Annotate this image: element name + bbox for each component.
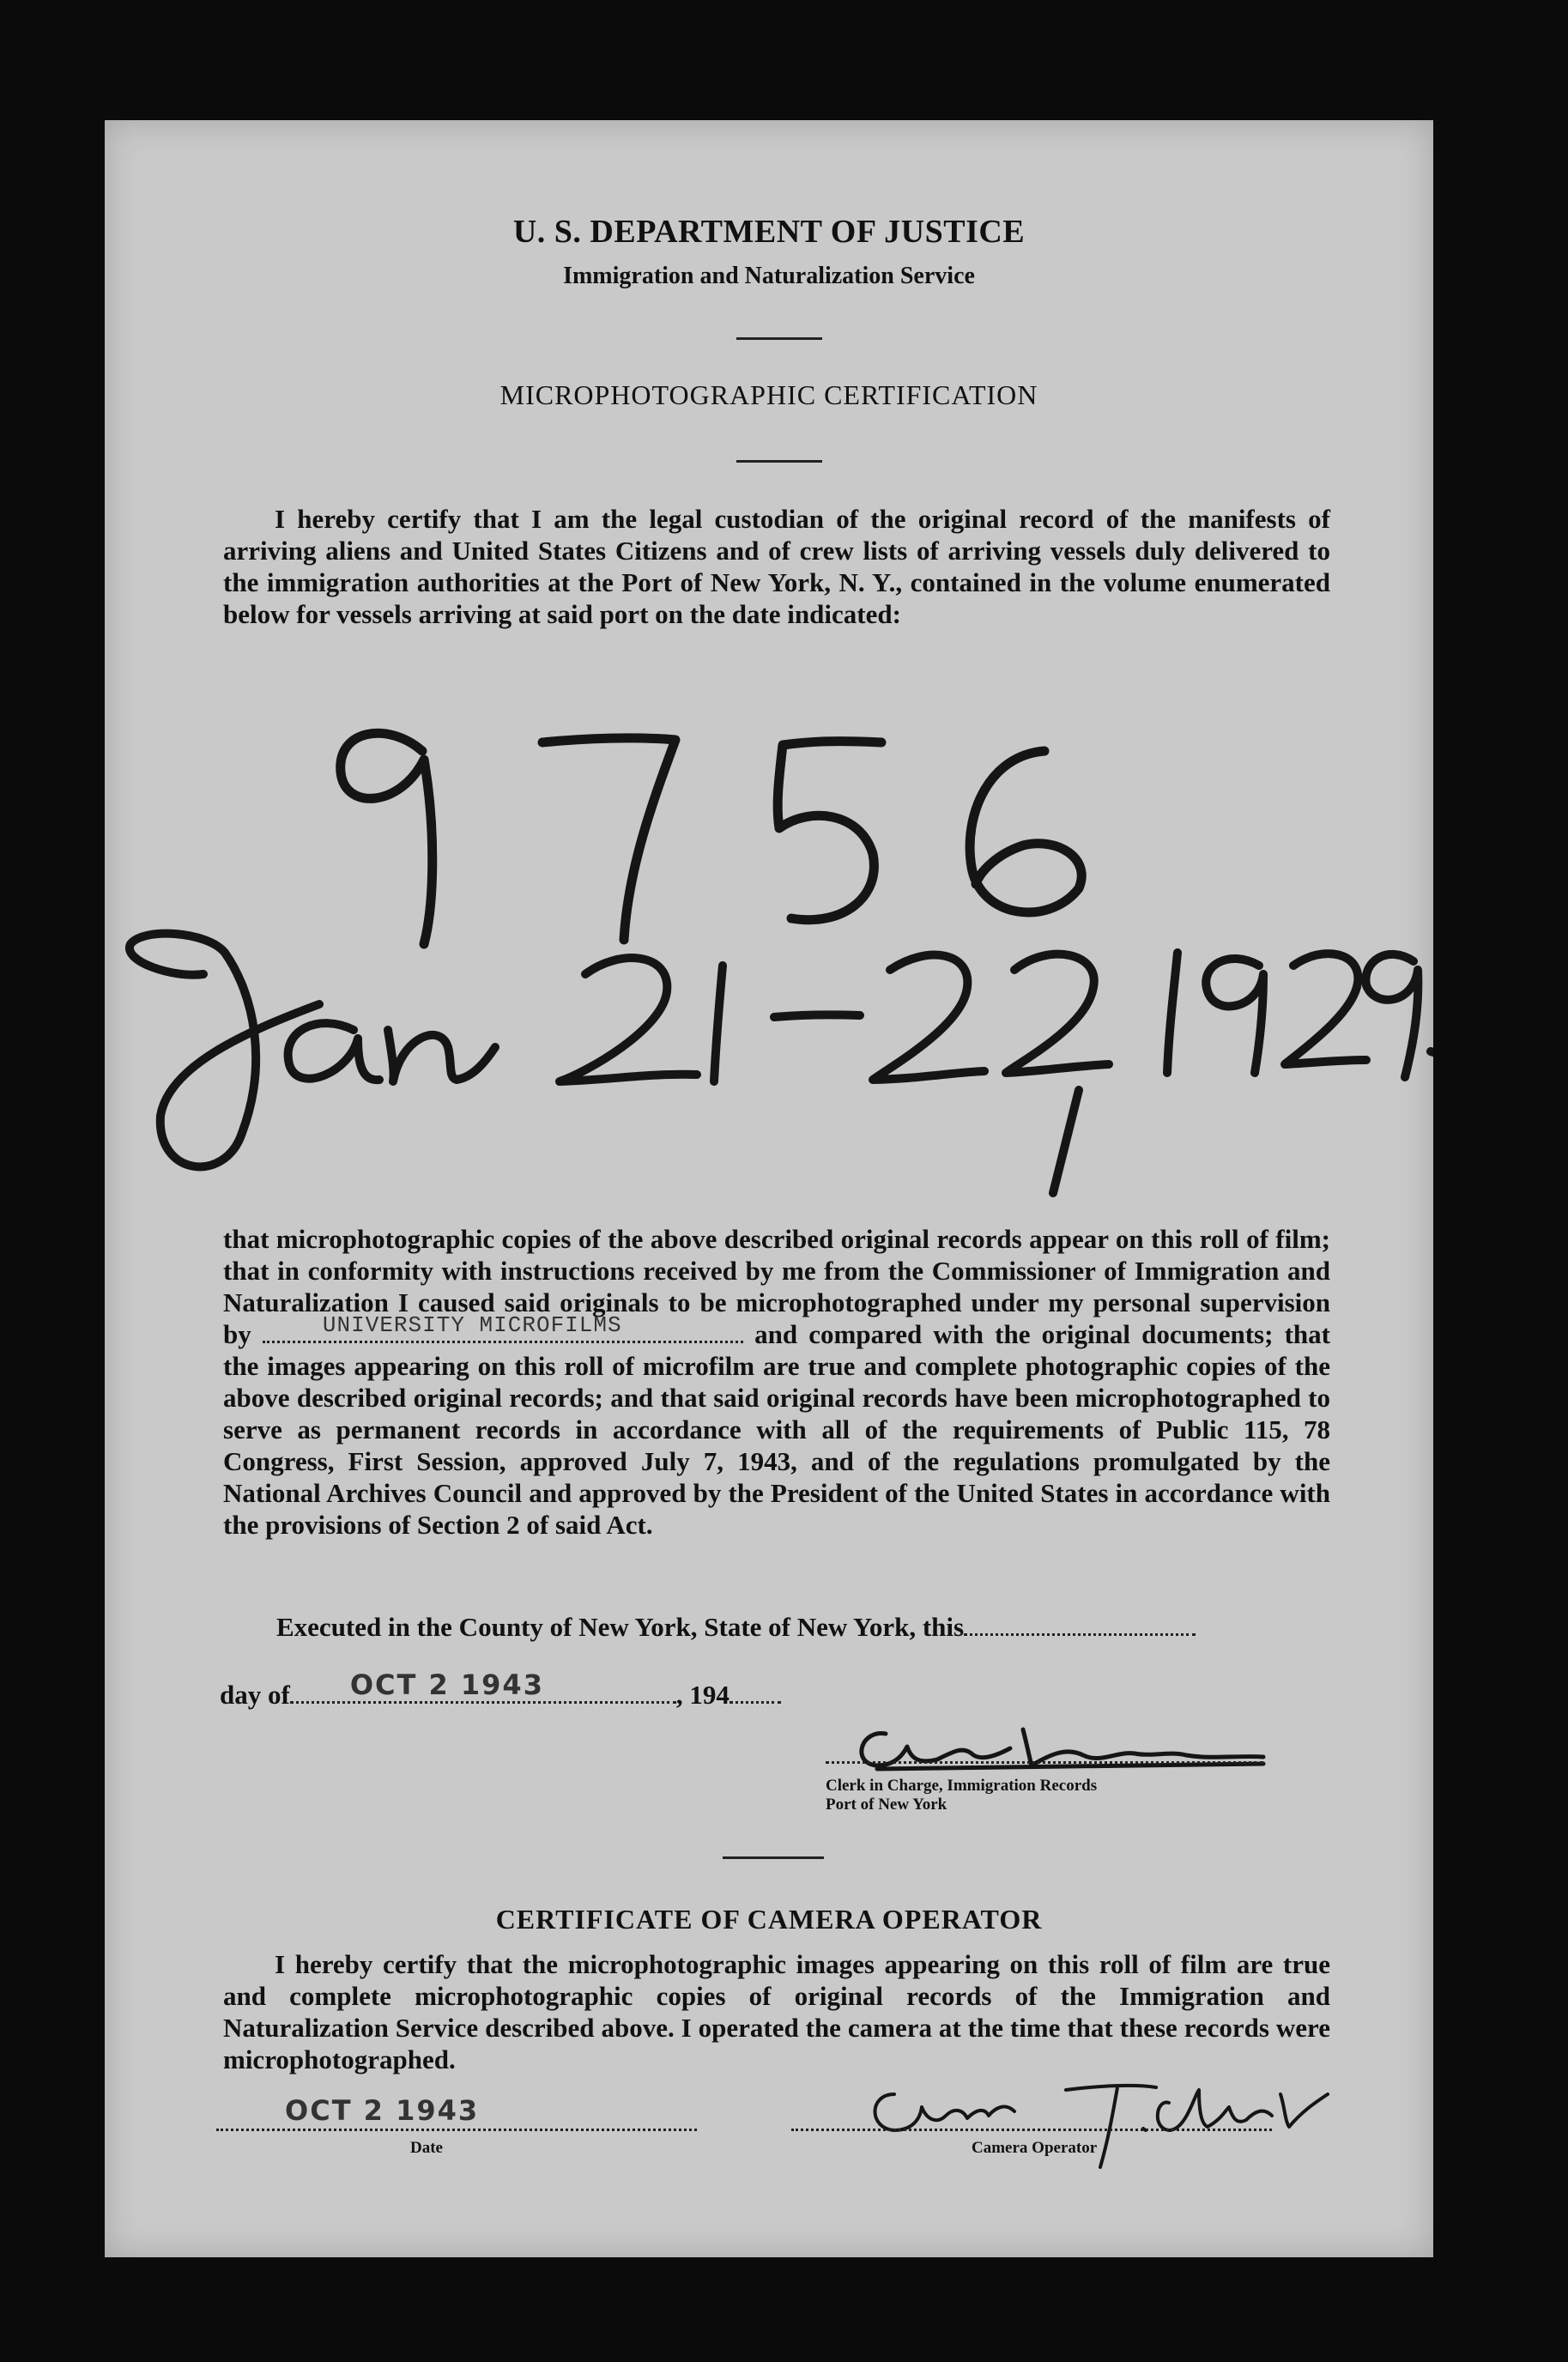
divider-rule bbox=[736, 460, 822, 463]
clerk-title-line2: Port of New York bbox=[826, 1796, 947, 1814]
typed-agency: UNIVERSITY MICROFILMS bbox=[322, 1312, 622, 1338]
operator-signature-area bbox=[860, 2068, 1341, 2171]
camera-operator-heading: CERTIFICATE OF CAMERA OPERATOR bbox=[495, 1904, 1043, 1935]
date-stamp: OCT 2 1943 bbox=[349, 1669, 544, 1701]
handwritten-entry bbox=[105, 669, 1433, 1202]
clerk-signature bbox=[826, 1712, 1272, 1781]
date-line bbox=[216, 2129, 697, 2131]
year-fill-line bbox=[730, 1681, 781, 1704]
divider-rule bbox=[723, 1856, 824, 1859]
paragraph-part1: that microphotographic copies of the above described original records appear on this roll of film; that in conformity with instructions received by me from the Commissioner of Immigration and Naturalization I caused said originals to be microphotographed under my personal supervision by bbox=[223, 1224, 1330, 1349]
day-of-line bbox=[220, 1669, 781, 1711]
agency-fill-line bbox=[263, 1312, 743, 1343]
clerk-signature-area bbox=[826, 1712, 1272, 1781]
executed-line bbox=[276, 1612, 1196, 1643]
divider-rule bbox=[736, 337, 822, 340]
operator-label: Camera Operator bbox=[972, 2139, 1098, 2157]
service-subtitle: Immigration and Naturalization Service bbox=[563, 263, 975, 289]
clerk-signature-line bbox=[826, 1761, 1263, 1764]
day-of-label: day of bbox=[220, 1680, 290, 1710]
day-fill-line bbox=[964, 1613, 1196, 1636]
date-fill-line bbox=[290, 1669, 676, 1704]
operator-signature-line bbox=[791, 2129, 1272, 2131]
clerk-title-line1: Clerk in Charge, Immigration Records bbox=[826, 1777, 1098, 1795]
operator-date-stamp: OCT 2 1943 bbox=[285, 2094, 480, 2127]
certification-heading: MICROPHOTOGRAPHIC CERTIFICATION bbox=[499, 379, 1038, 410]
microfilm-paragraph bbox=[223, 1223, 1330, 1541]
handwriting-drawing bbox=[105, 669, 1433, 1202]
executed-text: Executed in the County of New York, State of New York, this bbox=[276, 1612, 965, 1642]
year-prefix: , 194 bbox=[675, 1680, 730, 1710]
certificate-page bbox=[105, 120, 1433, 2257]
camera-operator-paragraph: I hereby certify that the microphotographic images appearing on this roll of film are true and complete microphotographic copies of original records of the Immigration and Naturalization Service described above. I operated the camera at the time that these records were microphotographed. bbox=[223, 1949, 1330, 2074]
custodian-paragraph: I hereby certify that I am the legal custodian of the original record of the manifests of arriving aliens and United States Citizens and of crew lists of arriving vessels duly delivered to the immigration authorities at the Port of New York, N. Y., contained in the volume enumerated below for vessels arriving at said port on the date indicated: bbox=[223, 504, 1330, 629]
date-label: Date bbox=[410, 2139, 443, 2157]
department-title: U. S. DEPARTMENT OF JUSTICE bbox=[512, 214, 1026, 250]
paragraph-part2: and compared with the original documents; that the images appearing on this roll of microfilm are true and complete photographic copies of the above described original records; and that said original records have been microphotographed to serve as permanent records in accordance with all of the requirements of Public 115, 78 Congress, First Session, approved July 7, 1943, and of the regulations promulgated by the National Archives Council and approved by the President of the United States in accordance with the provisions of Section 2 of said Act. bbox=[223, 1319, 1330, 1540]
operator-signature bbox=[860, 2068, 1341, 2171]
